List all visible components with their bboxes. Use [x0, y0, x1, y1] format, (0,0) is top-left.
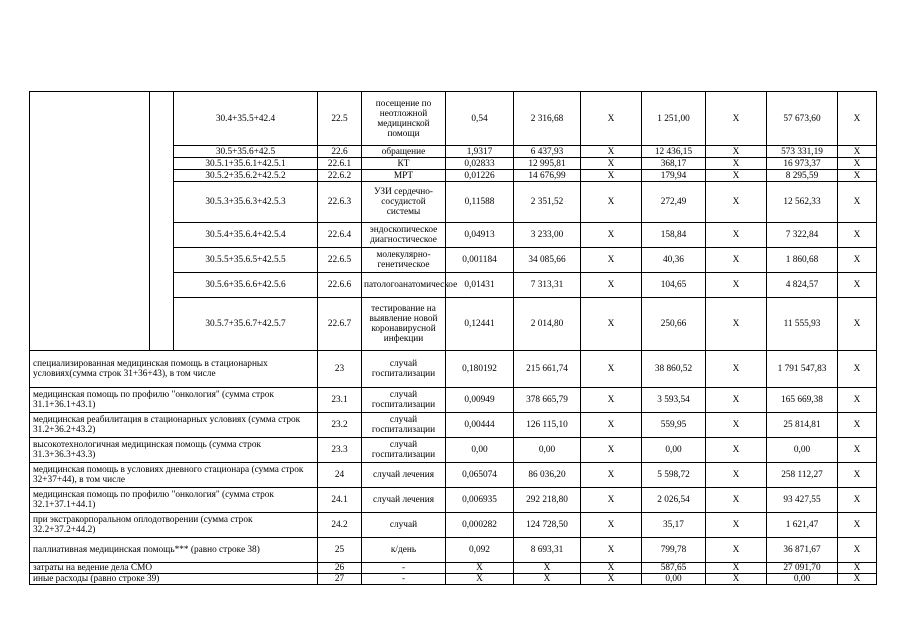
unit-cell: УЗИ сердечно-сосудистой системы	[362, 182, 446, 223]
value-cell-c5: X	[706, 170, 767, 182]
value-cell-c1: 0,180192	[446, 351, 514, 388]
value-cell-c3: X	[581, 388, 642, 413]
value-cell-c7: X	[838, 298, 877, 351]
value-cell-c5: X	[706, 438, 767, 463]
value-cell-c6: 165 669,38	[767, 388, 838, 413]
row-code-cell: 23	[318, 351, 362, 388]
row-code-cell: 22.6.1	[318, 158, 362, 170]
value-cell-c4: 559,95	[642, 413, 706, 438]
value-cell-c1: 0,04913	[446, 223, 514, 248]
value-cell-c4: 38 860,52	[642, 351, 706, 388]
description-cell: медицинская помощь по профилю "онкология" (сумма строк 32.1+37.1+44.1)	[30, 488, 318, 513]
value-cell-c4: 2 026,54	[642, 488, 706, 513]
value-cell-c7: X	[838, 463, 877, 488]
row-code-cell: 22.6.4	[318, 223, 362, 248]
value-cell-c4: 5 598,72	[642, 463, 706, 488]
value-cell-c1: 0,12441	[446, 298, 514, 351]
value-cell-c3: X	[581, 513, 642, 538]
value-cell-c3: X	[581, 413, 642, 438]
value-cell-c4: 799,78	[642, 538, 706, 563]
value-cell-c7: X	[838, 488, 877, 513]
table-row	[30, 388, 877, 413]
value-cell-c6: 1 791 547,83	[767, 351, 838, 388]
description-cell: иные расходы (равно строке 39)	[30, 574, 318, 585]
value-cell-c2: 12 995,81	[514, 158, 581, 170]
unit-cell: КТ	[362, 158, 446, 170]
unit-cell: -	[362, 574, 446, 585]
description-cell: затраты на ведение дела СМО	[30, 563, 318, 574]
unit-cell: посещение по неотложной медицинской помощи	[362, 92, 446, 146]
value-cell-c7: X	[838, 388, 877, 413]
group-cell	[150, 92, 174, 351]
unit-cell: тестирование на выявление новой коронавирусной инфекции	[362, 298, 446, 351]
value-cell-c5: X	[706, 413, 767, 438]
value-cell-c6: 7 322,84	[767, 223, 838, 248]
unit-cell: к/день	[362, 538, 446, 563]
unit-cell: случай госпитализации	[362, 438, 446, 463]
value-cell-c6: 57 673,60	[767, 92, 838, 146]
row-code-cell: 24.1	[318, 488, 362, 513]
value-cell-c1: X	[446, 563, 514, 574]
value-cell-c2: X	[514, 563, 581, 574]
value-cell-c1: 0,000282	[446, 513, 514, 538]
row-code-cell: 22.5	[318, 92, 362, 146]
value-cell-c6: 11 555,93	[767, 298, 838, 351]
value-cell-c5: X	[706, 538, 767, 563]
table-row	[30, 438, 877, 463]
value-cell-c4: 179,94	[642, 170, 706, 182]
value-cell-c7: X	[838, 170, 877, 182]
unit-cell: патологоанатомическое	[362, 273, 446, 298]
unit-cell: случай лечения	[362, 488, 446, 513]
formula-cell: 30.5.2+35.6.2+42.5.2	[174, 170, 318, 182]
row-code-cell: 22.6.5	[318, 248, 362, 273]
row-code-cell: 22.6.6	[318, 273, 362, 298]
table-row	[30, 538, 877, 563]
value-cell-c1: 0,00949	[446, 388, 514, 413]
value-cell-c4: 104,65	[642, 273, 706, 298]
value-cell-c7: X	[838, 223, 877, 248]
unit-cell: случай	[362, 513, 446, 538]
value-cell-c6: 16 973,37	[767, 158, 838, 170]
value-cell-c7: X	[838, 146, 877, 158]
value-cell-c1: 0,00	[446, 438, 514, 463]
value-cell-c6: 27 091,70	[767, 563, 838, 574]
value-cell-c5: X	[706, 158, 767, 170]
unit-cell: эндоскопическое диагностическое	[362, 223, 446, 248]
value-cell-c3: X	[581, 158, 642, 170]
value-cell-c1: 0,065074	[446, 463, 514, 488]
value-cell-c1: 0,02833	[446, 158, 514, 170]
value-cell-c4: 250,66	[642, 298, 706, 351]
value-cell-c3: X	[581, 170, 642, 182]
row-code-cell: 27	[318, 574, 362, 585]
value-cell-c3: X	[581, 298, 642, 351]
unit-cell: обращение	[362, 146, 446, 158]
table-row	[30, 351, 877, 388]
formula-cell: 30.5+35.6+42.5	[174, 146, 318, 158]
unit-cell: случай госпитализации	[362, 388, 446, 413]
formula-cell: 30.5.4+35.6.4+42.5.4	[174, 223, 318, 248]
value-cell-c4: 0,00	[642, 574, 706, 585]
unit-cell: случай лечения	[362, 463, 446, 488]
value-cell-c1: 0,01226	[446, 170, 514, 182]
value-cell-c7: X	[838, 158, 877, 170]
value-cell-c1: 0,006935	[446, 488, 514, 513]
value-cell-c6: 258 112,27	[767, 463, 838, 488]
row-code-cell: 23.1	[318, 388, 362, 413]
value-cell-c5: X	[706, 298, 767, 351]
value-cell-c2: 14 676,99	[514, 170, 581, 182]
value-cell-c5: X	[706, 223, 767, 248]
value-cell-c2: 292 218,80	[514, 488, 581, 513]
formula-cell: 30.5.3+35.6.3+42.5.3	[174, 182, 318, 223]
value-cell-c5: X	[706, 248, 767, 273]
value-cell-c6: 1 621,47	[767, 513, 838, 538]
value-cell-c3: X	[581, 351, 642, 388]
row-code-cell: 24.2	[318, 513, 362, 538]
value-cell-c1: 0,11588	[446, 182, 514, 223]
value-cell-c4: 40,36	[642, 248, 706, 273]
description-cell: медицинская помощь в условиях дневного стационара (сумма строк 32+37+44), в том числе	[30, 463, 318, 488]
value-cell-c4: 587,65	[642, 563, 706, 574]
row-code-cell: 22.6	[318, 146, 362, 158]
value-cell-c4: 3 593,54	[642, 388, 706, 413]
value-cell-c3: X	[581, 273, 642, 298]
value-cell-c2: 215 661,74	[514, 351, 581, 388]
value-cell-c5: X	[706, 351, 767, 388]
value-cell-c3: X	[581, 248, 642, 273]
value-cell-c2: 86 036,20	[514, 463, 581, 488]
value-cell-c3: X	[581, 182, 642, 223]
table-row	[30, 563, 877, 574]
value-cell-c2: 2 351,52	[514, 182, 581, 223]
value-cell-c3: X	[581, 438, 642, 463]
value-cell-c7: X	[838, 574, 877, 585]
description-cell: высокотехнологичная медицинская помощь (сумма строк 31.3+36.3+43.3)	[30, 438, 318, 463]
value-cell-c1: 0,54	[446, 92, 514, 146]
value-cell-c7: X	[838, 182, 877, 223]
value-cell-c7: X	[838, 538, 877, 563]
value-cell-c4: 158,84	[642, 223, 706, 248]
value-cell-c7: X	[838, 438, 877, 463]
value-cell-c6: 8 295,59	[767, 170, 838, 182]
value-cell-c6: 36 871,67	[767, 538, 838, 563]
value-cell-c4: 0,00	[642, 438, 706, 463]
row-code-cell: 23.3	[318, 438, 362, 463]
formula-cell: 30.5.7+35.6.7+42.5.7	[174, 298, 318, 351]
value-cell-c5: X	[706, 463, 767, 488]
value-cell-c6: 4 824,57	[767, 273, 838, 298]
table-row	[30, 513, 877, 538]
group-cell	[30, 92, 150, 351]
value-cell-c2: 34 085,66	[514, 248, 581, 273]
value-cell-c6: 0,00	[767, 574, 838, 585]
value-cell-c2: 0,00	[514, 438, 581, 463]
value-cell-c3: X	[581, 92, 642, 146]
table-row	[30, 413, 877, 438]
row-code-cell: 22.6.2	[318, 170, 362, 182]
value-cell-c2: 2 316,68	[514, 92, 581, 146]
value-cell-c6: 25 814,81	[767, 413, 838, 438]
value-cell-c4: 272,49	[642, 182, 706, 223]
table-row	[30, 463, 877, 488]
value-cell-c5: X	[706, 574, 767, 585]
value-cell-c6: 1 860,68	[767, 248, 838, 273]
unit-cell: молекулярно-генетическое	[362, 248, 446, 273]
unit-cell: случай госпитализации	[362, 413, 446, 438]
description-cell: медицинская реабилитация в стационарных условиях (сумма строк 31.2+36.2+43.2)	[30, 413, 318, 438]
value-cell-c1: 0,01431	[446, 273, 514, 298]
value-cell-c3: X	[581, 223, 642, 248]
table-row	[30, 574, 877, 585]
value-cell-c1: 0,001184	[446, 248, 514, 273]
value-cell-c2: X	[514, 574, 581, 585]
unit-cell: случай госпитализации	[362, 351, 446, 388]
value-cell-c1: 1,9317	[446, 146, 514, 158]
value-cell-c7: X	[838, 248, 877, 273]
value-cell-c2: 378 665,79	[514, 388, 581, 413]
value-cell-c5: X	[706, 488, 767, 513]
value-cell-c2: 8 693,31	[514, 538, 581, 563]
value-cell-c2: 6 437,93	[514, 146, 581, 158]
row-code-cell: 24	[318, 463, 362, 488]
value-cell-c7: X	[838, 513, 877, 538]
row-code-cell: 25	[318, 538, 362, 563]
value-cell-c6: 93 427,55	[767, 488, 838, 513]
value-cell-c3: X	[581, 563, 642, 574]
tariff-table	[29, 91, 877, 585]
value-cell-c3: X	[581, 463, 642, 488]
value-cell-c7: X	[838, 351, 877, 388]
formula-cell: 30.5.1+35.6.1+42.5.1	[174, 158, 318, 170]
value-cell-c5: X	[706, 146, 767, 158]
value-cell-c3: X	[581, 538, 642, 563]
row-code-cell: 23.2	[318, 413, 362, 438]
table-row	[30, 488, 877, 513]
value-cell-c1: X	[446, 574, 514, 585]
description-cell: паллиативная медицинская помощь*** (равно строке 38)	[30, 538, 318, 563]
value-cell-c4: 35,17	[642, 513, 706, 538]
value-cell-c5: X	[706, 273, 767, 298]
value-cell-c2: 124 728,50	[514, 513, 581, 538]
value-cell-c5: X	[706, 388, 767, 413]
unit-cell: МРТ	[362, 170, 446, 182]
description-cell: медицинская помощь по профилю "онкология" (сумма строк 31.1+36.1+43.1)	[30, 388, 318, 413]
value-cell-c2: 7 313,31	[514, 273, 581, 298]
value-cell-c3: X	[581, 488, 642, 513]
value-cell-c5: X	[706, 563, 767, 574]
value-cell-c1: 0,092	[446, 538, 514, 563]
row-code-cell: 26	[318, 563, 362, 574]
value-cell-c6: 0,00	[767, 438, 838, 463]
value-cell-c7: X	[838, 413, 877, 438]
table-row	[30, 92, 877, 146]
row-code-cell: 22.6.3	[318, 182, 362, 223]
formula-cell: 30.5.5+35.6.5+42.5.5	[174, 248, 318, 273]
row-code-cell: 22.6.7	[318, 298, 362, 351]
formula-cell: 30.4+35.5+42.4	[174, 92, 318, 146]
value-cell-c2: 126 115,10	[514, 413, 581, 438]
formula-cell: 30.5.6+35.6.6+42.5.6	[174, 273, 318, 298]
value-cell-c4: 12 436,15	[642, 146, 706, 158]
value-cell-c3: X	[581, 146, 642, 158]
value-cell-c2: 2 014,80	[514, 298, 581, 351]
value-cell-c4: 1 251,00	[642, 92, 706, 146]
description-cell: при экстракорпоральном оплодотворении (сумма строк 32.2+37.2+44.2)	[30, 513, 318, 538]
value-cell-c2: 3 233,00	[514, 223, 581, 248]
table-body	[30, 92, 877, 585]
value-cell-c5: X	[706, 92, 767, 146]
value-cell-c4: 368,17	[642, 158, 706, 170]
description-cell: специализированная медицинская помощь в стационарных условиях(сумма строк 31+36+43), в том числе	[30, 351, 318, 388]
value-cell-c7: X	[838, 563, 877, 574]
value-cell-c7: X	[838, 92, 877, 146]
unit-cell: -	[362, 563, 446, 574]
value-cell-c5: X	[706, 182, 767, 223]
value-cell-c7: X	[838, 273, 877, 298]
value-cell-c5: X	[706, 513, 767, 538]
value-cell-c3: X	[581, 574, 642, 585]
value-cell-c1: 0,00444	[446, 413, 514, 438]
value-cell-c6: 573 331,19	[767, 146, 838, 158]
value-cell-c6: 12 562,33	[767, 182, 838, 223]
